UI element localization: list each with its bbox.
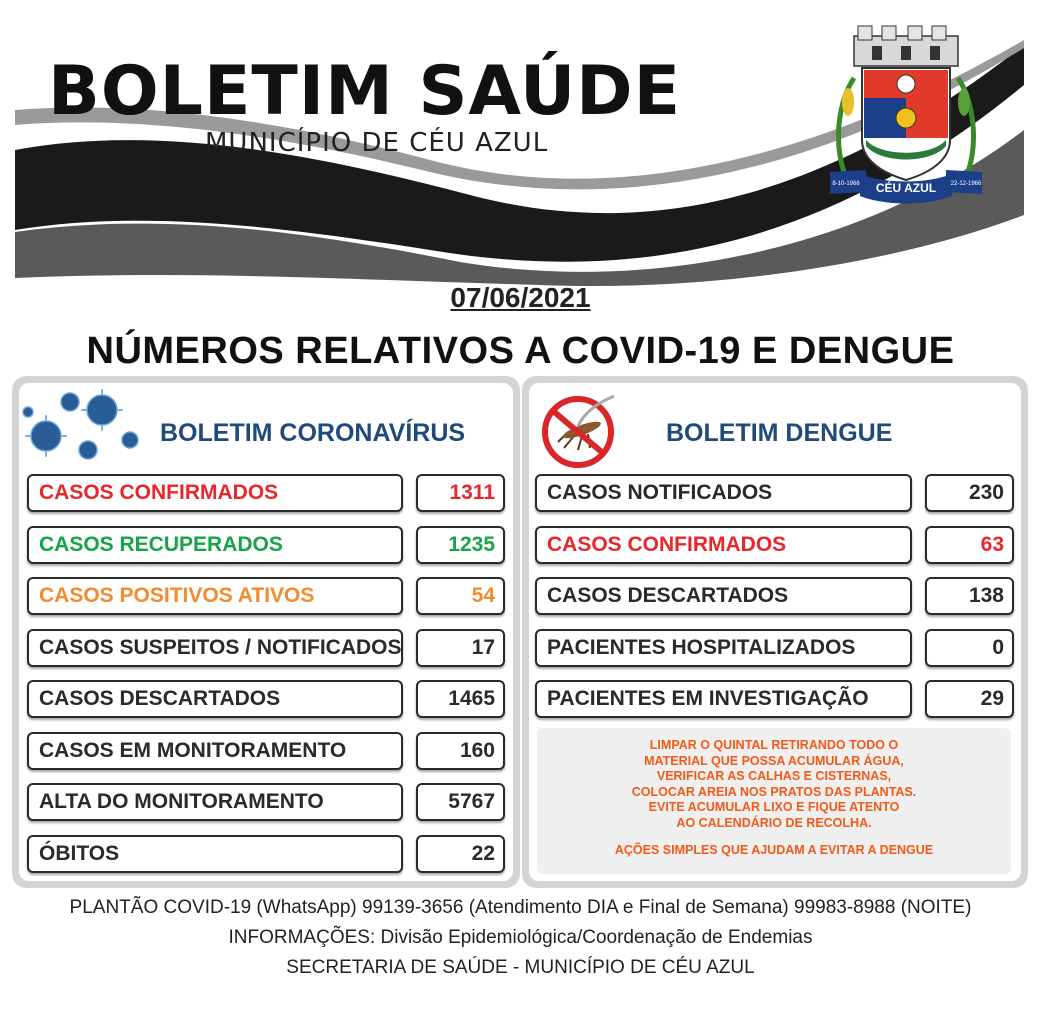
covid-row [27, 629, 507, 671]
crest-date-right: 22-12-1966 [950, 181, 982, 187]
covid-panel-title: BOLETIM CORONAVÍRUS [160, 419, 466, 447]
dengue-tips-footer: AÇÕES SIMPLES QUE AJUDAM A EVITAR A DENGUE [614, 843, 934, 857]
dengue-tip-line: COLOCAR AREIA NOS PRATOS DAS PLANTAS. [631, 784, 917, 799]
bulletin-date: 07/06/2021 [450, 282, 591, 313]
no-mosquito-icon [538, 392, 622, 468]
dengue-row [535, 680, 1015, 722]
municipal-crest-icon [826, 22, 986, 204]
covid-row-label: CASOS EM MONITORAMENTO [27, 732, 403, 770]
covid-row-value: 17 [416, 629, 505, 667]
covid-row [27, 474, 507, 516]
footer-hotline: PLANTÃO COVID-19 (WhatsApp) 99139-3656 (Atendimento DIA e Final de Semana) 99983-8988 (NOITE) [69, 897, 972, 918]
covid-row-label: CASOS SUSPEITOS / NOTIFICADOS [27, 629, 403, 667]
dengue-row-value: 0 [925, 629, 1014, 667]
footer-secretariat: SECRETARIA DE SAÚDE - MUNICÍPIO DE CÉU AZUL [286, 957, 755, 978]
crest-date-left: 8-10-1966 [832, 181, 860, 187]
dengue-row [535, 526, 1015, 568]
covid-row-label: CASOS DESCARTADOS [27, 680, 403, 718]
dengue-row-label: CASOS DESCARTADOS [535, 577, 912, 615]
covid-row [27, 835, 507, 877]
dengue-row-label: CASOS CONFIRMADOS [535, 526, 912, 564]
covid-row-value: 22 [416, 835, 505, 873]
dengue-row [535, 629, 1015, 671]
dengue-tip-line: EVITE ACUMULAR LIXO E FIQUE ATENTO [648, 800, 900, 814]
dengue-tip-line: LIMPAR O QUINTAL RETIRANDO TODO O [649, 738, 899, 752]
covid-row-value: 1235 [416, 526, 505, 564]
dengue-row-label: PACIENTES EM INVESTIGAÇÃO [535, 680, 912, 718]
covid-row-label: CASOS CONFIRMADOS [27, 474, 403, 512]
covid-row [27, 526, 507, 568]
covid-row-label: CASOS RECUPERADOS [27, 526, 403, 564]
dengue-row-label: PACIENTES HOSPITALIZADOS [535, 629, 912, 667]
bulletin-title: BOLETIM SAÚDE [48, 52, 682, 131]
crest-name: CÉU AZUL [875, 181, 937, 195]
covid-row-value: 1311 [416, 474, 505, 512]
covid-row [27, 680, 507, 722]
covid-row [27, 783, 507, 825]
footer-information: INFORMAÇÕES: Divisão Epidemiológica/Coordenação de Endemias [228, 927, 813, 948]
dengue-panel-title: BOLETIM DENGUE [666, 419, 893, 447]
covid-row-label: CASOS POSITIVOS ATIVOS [27, 577, 403, 615]
dengue-prevention-tips [537, 728, 1011, 874]
dengue-row-label: CASOS NOTIFICADOS [535, 474, 912, 512]
covid-row-value: 1465 [416, 680, 505, 718]
dengue-row-value: 63 [925, 526, 1014, 564]
covid-row-label: ALTA DO MONITORAMENTO [27, 783, 403, 821]
municipality-subtitle: MUNICÍPIO DE CÉU AZUL [205, 128, 549, 158]
dengue-row-value: 138 [925, 577, 1014, 615]
dengue-row [535, 474, 1015, 516]
dengue-row-value: 230 [925, 474, 1014, 512]
covid-row-value: 5767 [416, 783, 505, 821]
coronavirus-icon [18, 384, 148, 470]
covid-row-value: 160 [416, 732, 505, 770]
covid-row [27, 732, 507, 774]
headline: NÚMEROS RELATIVOS A COVID-19 E DENGUE [86, 330, 955, 372]
dengue-row-value: 29 [925, 680, 1014, 718]
covid-row [27, 577, 507, 619]
dengue-tip-line: AO CALENDÁRIO DE RECOLHA. [676, 815, 872, 830]
covid-row-label: ÓBITOS [27, 835, 403, 873]
dengue-row [535, 577, 1015, 619]
dengue-tip-line: VERIFICAR AS CALHAS E CISTERNAS, [656, 769, 892, 783]
covid-row-value: 54 [416, 577, 505, 615]
dengue-tip-line: MATERIAL QUE POSSA ACUMULAR ÁGUA, [644, 753, 904, 768]
